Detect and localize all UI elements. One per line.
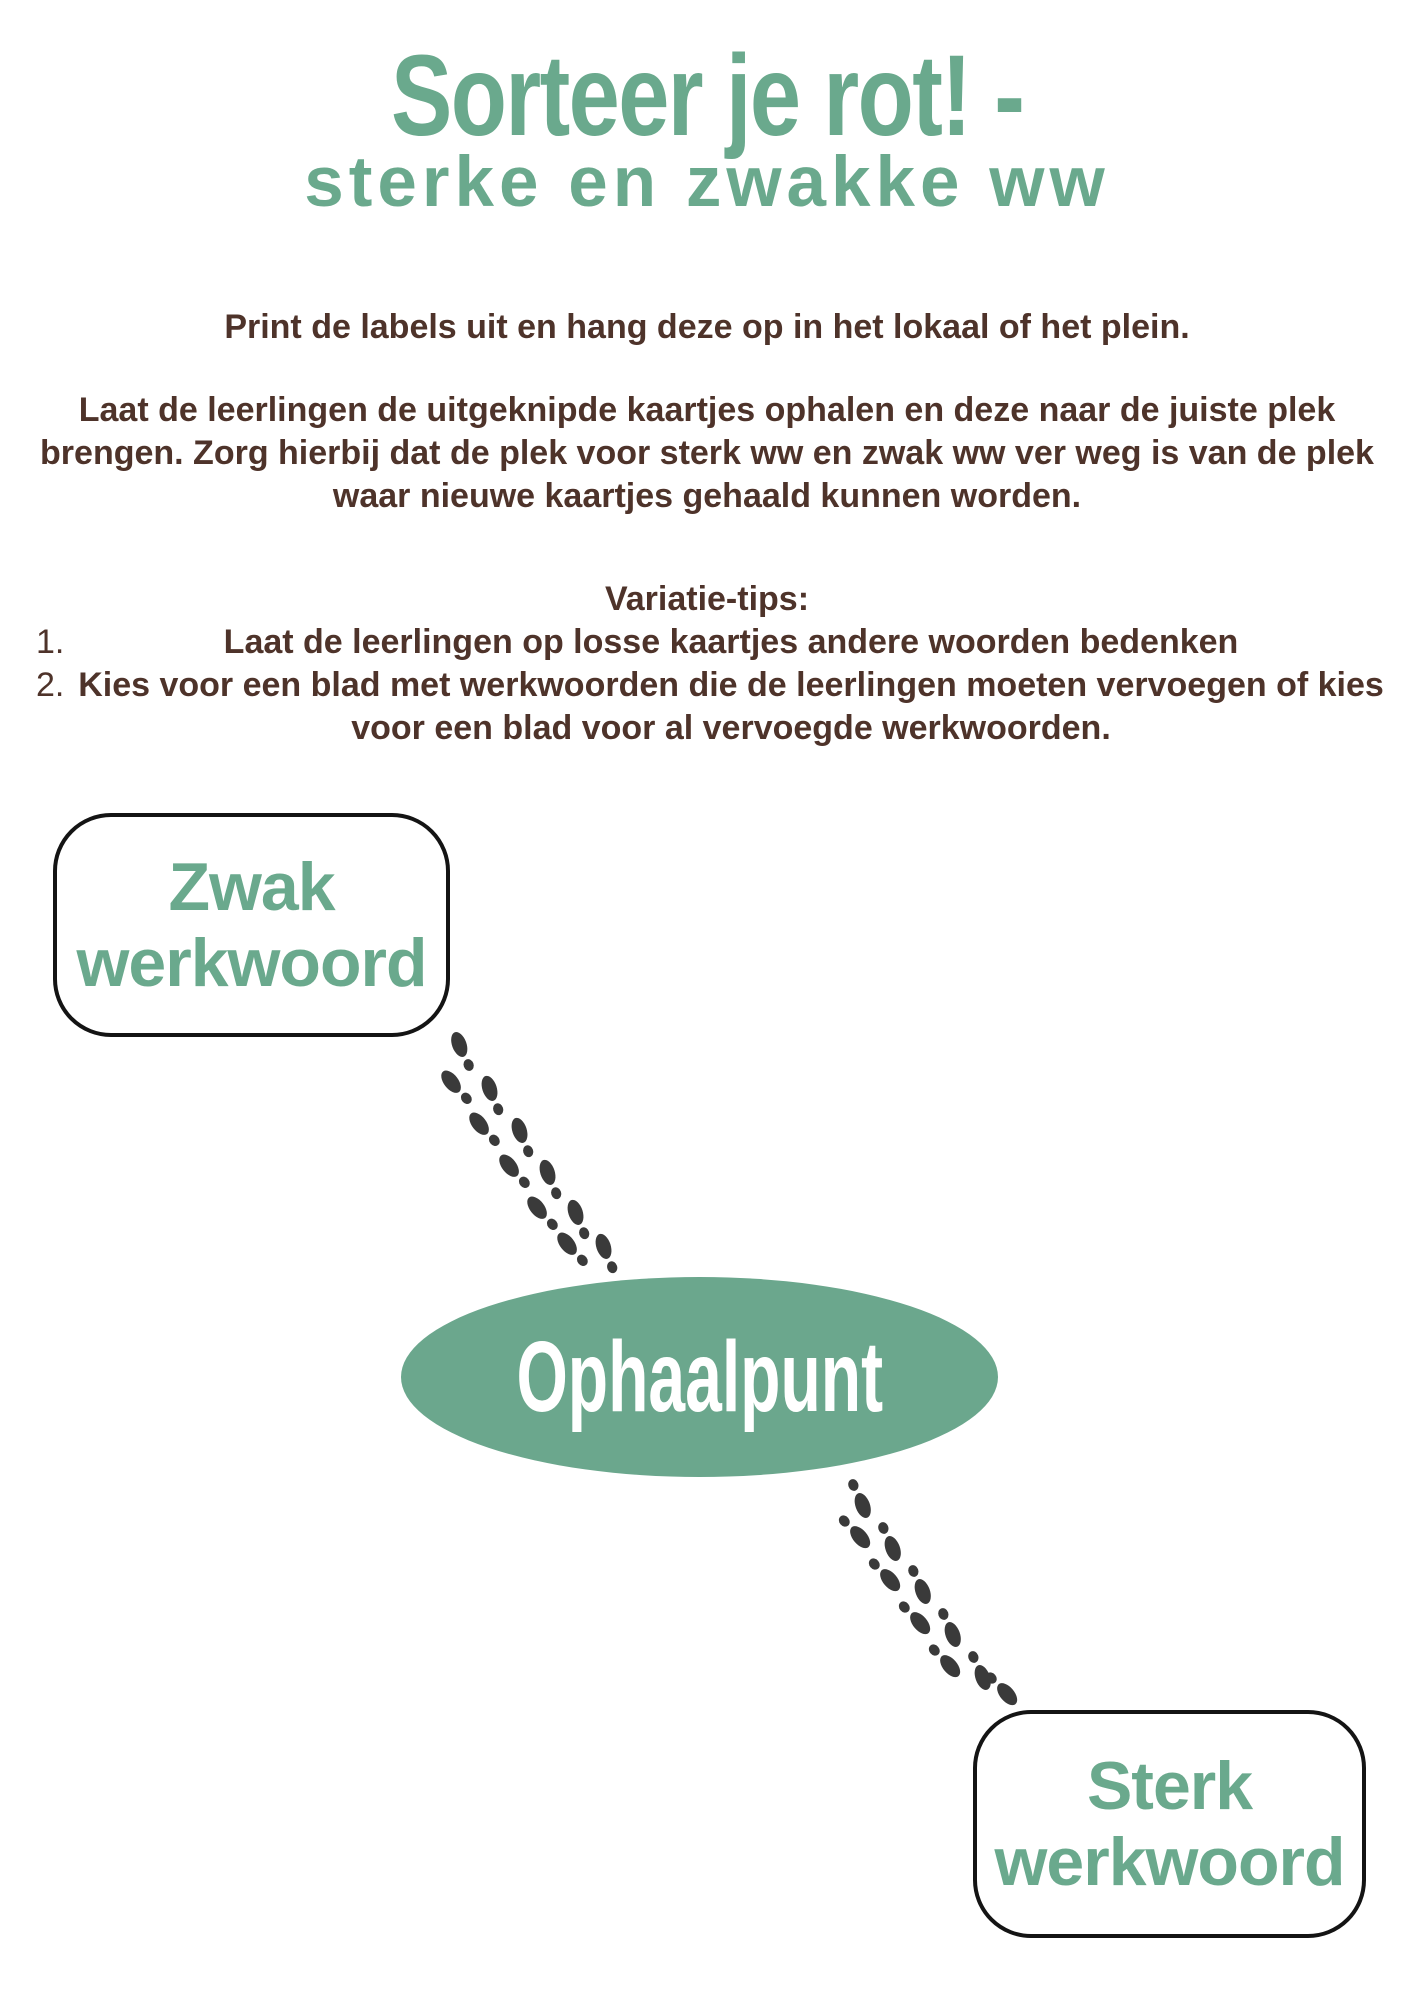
ophaalpunt-ellipse	[401, 1277, 998, 1477]
tips-list	[0, 621, 1414, 750]
tip-number-1: 1.	[36, 623, 65, 662]
instruction-paragraph-1: Print de labels uit en hang deze op in het lokaal of het plein.	[224, 308, 1190, 347]
sterk-label-line2: werkwoord	[994, 1824, 1345, 1900]
variation-tips-section	[0, 578, 1414, 750]
ophaalpunt-label: Ophaalpunt	[516, 1320, 883, 1433]
header	[0, 0, 1414, 223]
zwak-label-line2: werkwoord	[76, 925, 427, 1001]
tip-item-1	[0, 621, 1414, 664]
zwak-werkwoord-label	[77, 849, 427, 1001]
footprints-icon	[428, 1022, 638, 1282]
zwak-label-line1: Zwak	[168, 849, 335, 925]
footprints-icon	[838, 1478, 1028, 1718]
page-subtitle: sterke en zwakke ww	[304, 143, 1110, 223]
sterk-werkwoord-label	[995, 1748, 1345, 1900]
tips-heading: Variatie-tips:	[604, 580, 810, 619]
tip-text-2: Kies voor een blad met werkwoorden die de leerlingen moeten vervoegen of kies voor een blad voor al vervoegde werkwoorden.	[78, 666, 1384, 748]
instructions-section	[0, 306, 1414, 518]
instruction-paragraph-2: Laat de leerlingen de uitgeknipde kaartjes ophalen en deze naar de juiste plek brengen. Zorg hierbij dat de plek voor sterk ww en zwak ww ver weg is van de plek waar nieuwe kaartjes gehaald kunnen worden.	[40, 391, 1374, 516]
sterk-werkwoord-label-card	[973, 1710, 1366, 1938]
page-title-text: Sorteer je rot! -	[390, 32, 1024, 160]
tip-item-2	[0, 664, 1414, 750]
tip-number-2: 2.	[36, 666, 65, 705]
sterk-label-line1: Sterk	[1086, 1748, 1253, 1824]
zwak-werkwoord-label-card	[53, 813, 450, 1037]
tip-text-1: Laat de leerlingen op losse kaartjes andere woorden bedenken	[223, 623, 1239, 662]
page-title	[0, 32, 1414, 160]
